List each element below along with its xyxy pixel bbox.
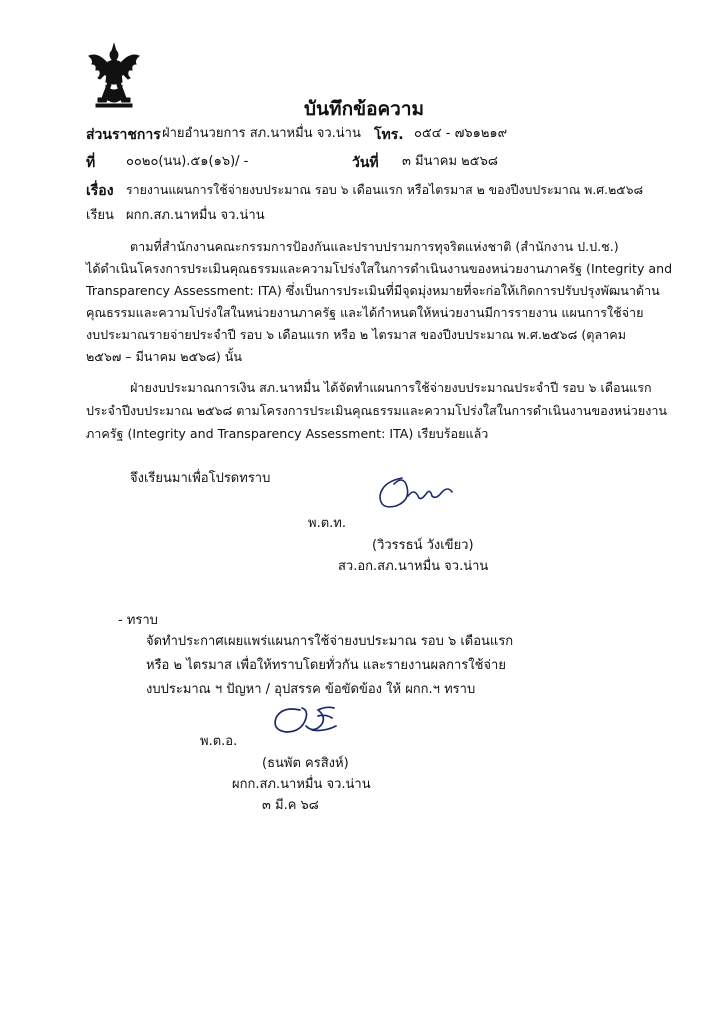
signer2-rank: พ.ต.อ. <box>200 734 238 749</box>
signature-icon <box>372 470 468 516</box>
para1-line: คุณธรรมและความโปร่งใสในหน่วยงานภาครัฐ และได้กำหนดให้หน่วยงานมีการรายงาน แผนการใช้จ่าย <box>86 305 644 320</box>
signer2-position: ผกก.สภ.นาหมื่น จว.น่าน <box>232 777 371 792</box>
para1-line: ตามที่สำนักงานคณะกรรมการป้องกันและปราบปรามการทุจริตแห่งชาติ (สำนักงาน ป.ป.ช.) <box>130 239 619 254</box>
to-label: เรียน <box>86 208 114 223</box>
ref-label: ที่ <box>86 155 96 171</box>
signature-icon <box>262 700 352 742</box>
signer2-date: ๓ มี.ค ๖๘ <box>262 798 319 813</box>
date-label: วันที่ <box>352 155 379 171</box>
subject-value: รายงานแผนการใช้จ่ายงบประมาณ รอบ ๖ เดือนแรก หรือไตรมาส ๒ ของปีงบประมาณ พ.ศ.๒๕๖๘ <box>126 182 644 197</box>
approval-line: หรือ ๒ ไตรมาส เพื่อให้ทราบโดยทั่วกัน และรายงานผลการใช้จ่าย <box>146 658 506 673</box>
agency-value: ฝ่ายอำนวยการ สภ.นาหมื่น จว.น่าน <box>162 126 361 141</box>
approval-line: งบประมาณ ฯ ปัญหา / อุปสรรค ข้อขัดข้อง ให้ ผกก.ฯ ทราบ <box>146 682 476 697</box>
garuda-emblem-icon <box>86 42 142 110</box>
signer1-rank: พ.ต.ท. <box>308 516 346 531</box>
page-title: บันทึกข้อความ <box>304 98 425 120</box>
para2-line: ฝ่ายงบประมาณการเงิน สภ.นาหมื่น ได้จัดทำแผนการใช้จ่ายงบประมาณประจำปี รอบ ๖ เดือนแรก <box>130 380 652 395</box>
agency-label: ส่วนราชการ <box>86 127 161 143</box>
signer2-name: (ธนพัต ครสิงห์) <box>262 756 349 771</box>
para2-line: ประจำปีงบประมาณ ๒๕๖๘ ตามโครงการประเมินคุณธรรมและความโปร่งใสในการดำเนินงานของหน่วยงาน <box>86 403 668 418</box>
body-paragraph-2 <box>86 376 668 445</box>
closing-text: จึงเรียนมาเพื่อโปรดทราบ <box>130 471 271 486</box>
subject-label: เรื่อง <box>86 183 114 199</box>
signer1-position: สว.อก.สภ.นาหมื่น จว.น่าน <box>338 559 489 574</box>
para1-line: Transparency Assessment: ITA) ซึ่งเป็นการประเมินที่มีจุดมุ่งหมายที่จะก่อให้เกิดการปรับปรุงพัฒนาด้าน <box>86 283 660 298</box>
para1-line: ได้ดำเนินโครงการประเมินคุณธรรมและความโปร่งใสในการดำเนินงานของหน่วยงานภาครัฐ (Integrity and <box>86 261 673 276</box>
date-value: ๓ มีนาคม ๒๕๖๘ <box>402 154 498 169</box>
para2-line: ภาครัฐ (Integrity and Transparency Assessment: ITA) เรียบร้อยแล้ว <box>86 426 489 441</box>
para1-line: ๒๕๖๗ – มีนาคม ๒๕๖๘) นั้น <box>86 349 242 364</box>
to-value: ผกก.สภ.นาหมื่น จว.น่าน <box>126 208 265 223</box>
ack-text: - ทราบ <box>118 613 158 628</box>
body-paragraph-1 <box>86 236 673 368</box>
phone-label: โทร. <box>374 127 404 143</box>
signer1-name: (วิวรรธน์ วังเขียว) <box>372 538 474 553</box>
ref-value: ๐๐๒๐(นน).๕๑(๑๖)/ - <box>126 154 249 169</box>
phone-value: ๐๕๔ - ๗๖๑๒๑๙ <box>414 126 508 141</box>
approval-line: จัดทำประกาศเผยแพร่แผนการใช้จ่ายงบประมาณ รอบ ๖ เดือนแรก <box>146 634 514 649</box>
para1-line: งบประมาณรายจ่ายประจำปี รอบ ๖ เดือนแรก หรือ ๒ ไตรมาส ของปีงบประมาณ พ.ศ.๒๕๖๘ (ตุลาคม <box>86 327 627 342</box>
